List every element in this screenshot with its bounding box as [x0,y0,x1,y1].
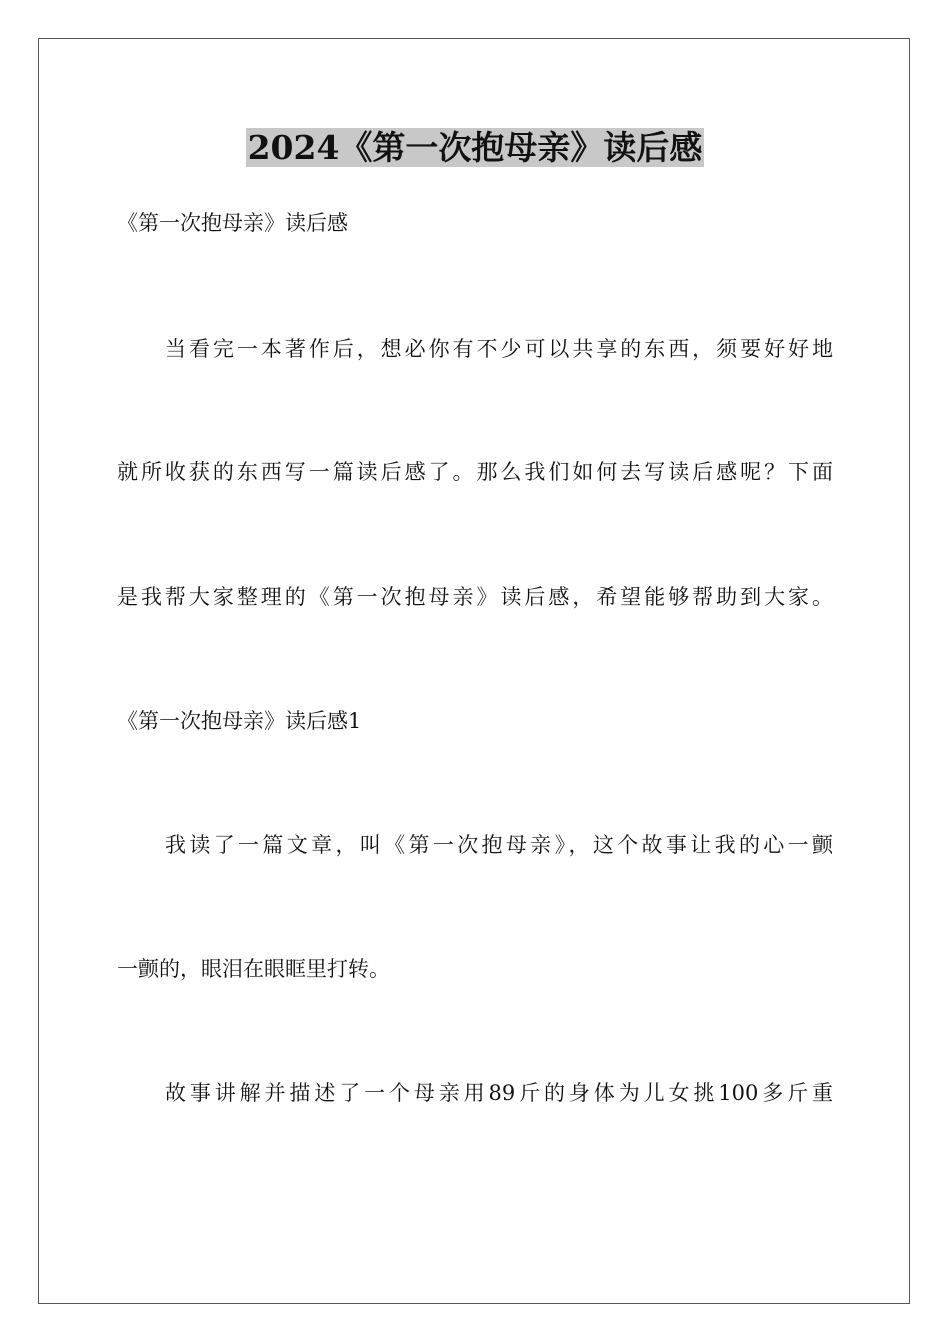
paragraph-line: 是我帮大家整理的《第一次抱母亲》读后感，希望能够帮助到大家。 [117,585,833,609]
paragraph-line: 当看完一本著作后，想必你有不少可以共享的东西，须要好好地 [165,337,833,361]
subtitle-line: 《第一次抱母亲》读后感 [117,211,348,235]
paragraph-line: 故事讲解并描述了一个母亲用89斤的身体为儿女挑100多斤重 [165,1081,833,1105]
paragraph-line: 我读了一篇文章，叫《第一次抱母亲》，这个故事让我的心一颤 [165,833,833,857]
section-heading: 《第一次抱母亲》读后感1 [117,709,362,733]
document-title-text: 2024《第一次抱母亲》读后感 [247,128,703,167]
document-title [0,126,950,170]
paragraph-line: 就所收获的东西写一篇读后感了。那么我们如何去写读后感呢？下面 [117,460,833,484]
paragraph-line: 一颤的，眼泪在眼眶里打转。 [117,957,390,981]
